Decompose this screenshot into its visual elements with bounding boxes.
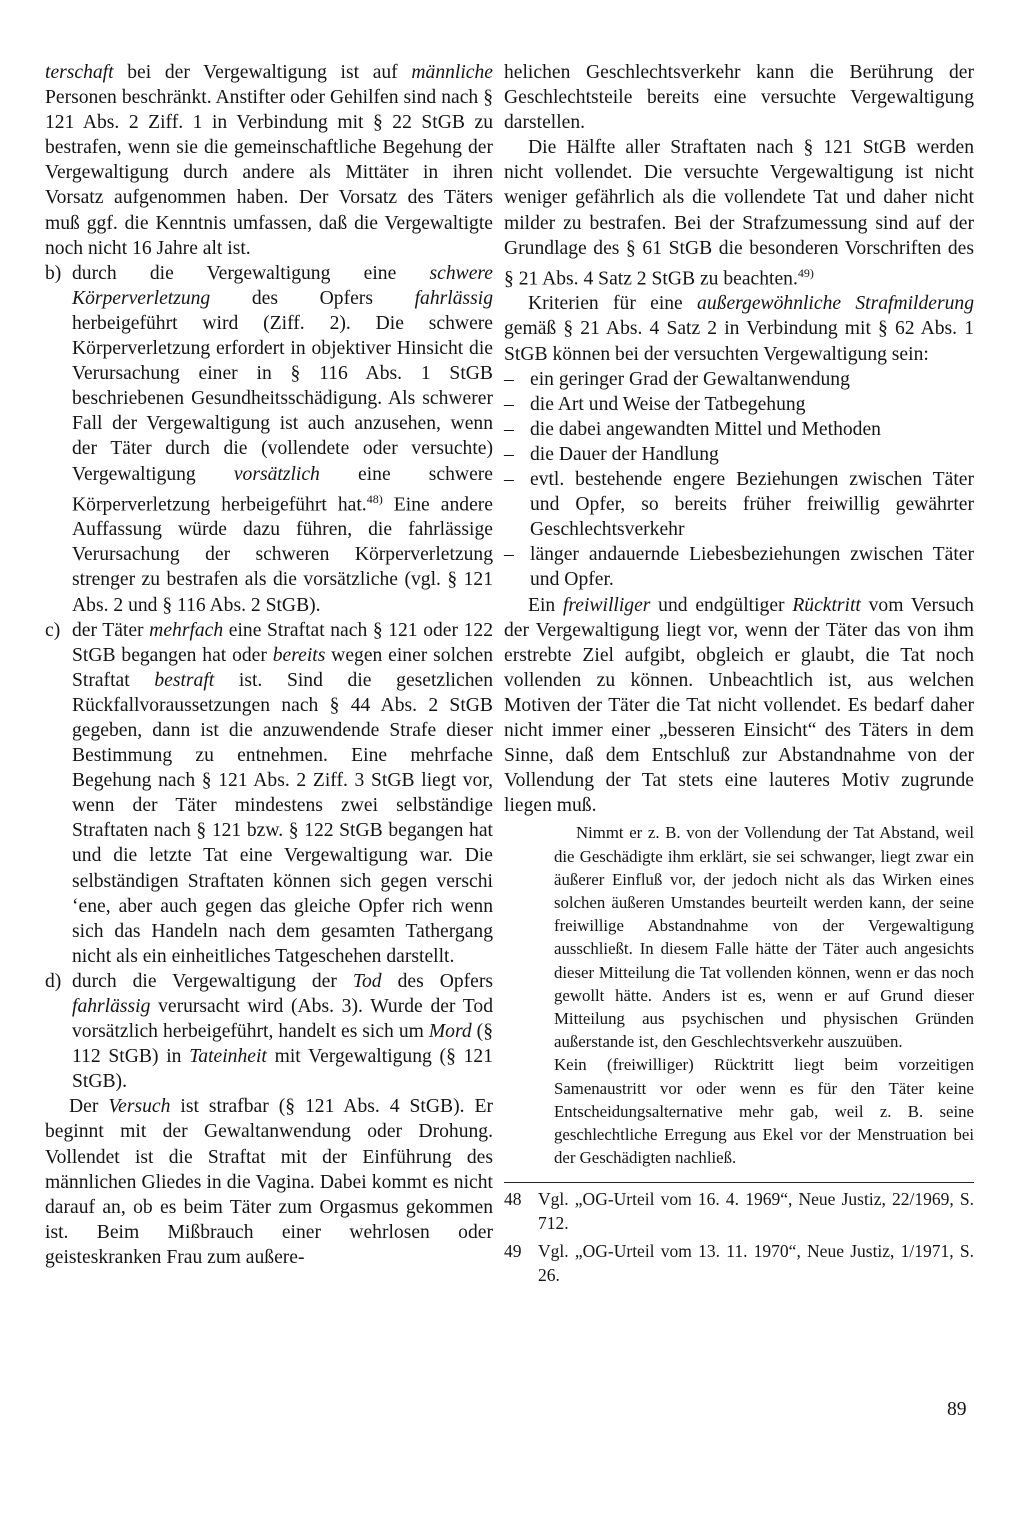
list-item-c bbox=[45, 618, 493, 969]
list-item: – die dabei angewandten Mittel und Methoden bbox=[504, 418, 881, 440]
list-item-text: der Täter mehrfach eine Straftat nach § 121 oder 122 StGB begangen hat oder bereits wegen einer solchen Straftat bestraft ist. Sind die gesetzlichen Rückfallvoraussetzungen nach § 44 Abs. 2 StGB gegeben, dann ist die anzuwendende Strafe dieser Bestimmung zu entnehmen. Eine mehrfache Begehung nach § 121 Abs. 2 Ziff. 3 StGB liegt vor, wenn der Täter mindestens zwei selbständige Straftaten nach § 121 bzw. § 122 StGB begangen hat und die letzte Tat eine Vergewaltigung war. Die selbständigen Straftaten können sich gegen verschi ‘ene, aber auch gegen das gleiche Opfer rich wenn sich das Handeln nach dem gesamten Tathergang nicht als ein einheitliches Tatgeschehen darstellt. bbox=[72, 619, 493, 967]
list-item: – die Dauer der Handlung bbox=[504, 443, 719, 465]
list-item-text: durch die Vergewaltigung eine schwere Körperverletzung des Opfers fahrlässig herbeigeführt wird (Ziff. 2). Die schwere Körperverletzung erfordert in objektiver Hinsicht die Verursachung einer in § 116 Abs. 1 StGB beschriebenen Gesundheitsschädigung. Als schwerer Fall der Vergewaltigung ist auch anzusehen, wenn der Täter durch die (vollendete oder versuchte) Vergewaltigung vorsätzlich eine schwere Körperverletzung herbeigeführt hat.$^{48)}$ Eine andere Auffassung würde dazu führen, die fahrlässige Verursachung der schweren Körperverletzung strenger zu bestrafen als die vorsätzliche (vgl. § 121 Abs. 2 und § 116 Abs. 2 StGB). bbox=[72, 262, 493, 616]
footnote-49: 49 Vgl. „OG-Urteil vom 13. 11. 1970“, Neue Justiz, 1/1971, S. 26. bbox=[504, 1241, 974, 1286]
paragraph-continuation: helichen Geschlechtsverkehr kann die Berührung der Geschlechtsteile bereits eine versuchte Vergewaltigung darstellen. bbox=[504, 62, 974, 134]
list-item-text: durch die Vergewaltigung der Tod des Opfers fahrlässig verursacht wird (Abs. 3). Wurde der Tod vorsätzlich herbeigeführt, handelt es sich um Mord (§ 112 StGB) in Tateinheit mit Vergewaltigung (§ 121 StGB). bbox=[72, 970, 494, 1093]
footnote-ref-48: 48) bbox=[366, 491, 383, 506]
paragraph-kriterien: Kriterien für eine außergewöhnliche Strafmilderung gemäß § 21 Abs. 4 Satz 2 in Verbindung mit § 62 Abs. 1 StGB können bei der versuchten Vergewaltigung sein: bbox=[504, 293, 974, 365]
criteria-list bbox=[504, 367, 974, 593]
footnote-divider bbox=[504, 1182, 974, 1183]
footnote-48: 48 Vgl. „OG-Urteil vom 16. 4. 1969“, Neue Justiz, 22/1969, S. 712. bbox=[504, 1189, 974, 1234]
left-column bbox=[45, 60, 493, 1270]
list-label: c) bbox=[45, 619, 61, 641]
page-number: 89 bbox=[947, 1399, 967, 1420]
list-item-d bbox=[45, 969, 493, 1094]
paragraph-versuch: Der Versuch ist strafbar (§ 121 Abs. 4 StGB). Er beginnt mit der Gewaltanwendung oder Drohung. Vollendet ist die Straftat mit der Einführung des männlichen Gliedes in die Vagina. Dabei kommt es nicht darauf an, ob es beim Täter zum Orgasmus gekommen ist. Beim Mißbrauch einer wehrlosen oder geisteskranken Frau zum außere- bbox=[45, 1096, 493, 1268]
list-label: b) bbox=[45, 262, 62, 284]
list-label: d) bbox=[45, 970, 62, 992]
footnote-ref-49: 49) bbox=[797, 265, 814, 280]
example-paragraph: Nimmt er z. B. von der Vollendung der Tat Abstand, weil die Geschädigte ihm erklärt, sie sei schwanger, liegt zwar ein äußerer Einfluß vor, der jedoch nicht als das Wirken eines solchen äußeren Umstandes beurteilt werden kann, der seine freiwillige Abstandnahme von der Vergewaltigung ausschließt. In diesem Falle hätte der Täter auch angesichts dieser Mitteilung die Tat vollenden können, wenn er das noch gewollt hätte. Anders ist es, wenn er auf Grund dieser Mitteilung aus psychischen und physischen Gründen außerstande ist, den Geschlechtsverkehr auszuüben. bbox=[554, 823, 974, 1052]
paragraph-continuation: terschaft bei der Vergewaltigung ist auf männliche Personen beschränkt. Anstifter oder Gehilfen sind nach § 121 Abs. 2 Ziff. 1 in Verbindung mit § 22 StGB zu bestrafen, wenn sie die gemeinschaftliche Begehung der Vergewaltigung durch andere als Mittäter in ihren Vorsatz aufgenommen haben. Der Vorsatz des Täters muß ggf. die Kenntnis umfassen, daß die Vergewaltigte noch nicht 16 Jahre alt ist. bbox=[45, 62, 493, 259]
list-item: – evtl. bestehende engere Beziehungen zwischen Täter und Opfer, so bereits früher freiwillig gewährter Geschlechtsverkehr bbox=[504, 469, 974, 541]
paragraph-haelfte: Die Hälfte aller Straftaten nach § 121 StGB werden nicht vollendet. Die versuchte Vergewaltigung ist nicht weniger gefährlich als die vollendete Tat und daher nicht milder zu bestrafen. Bei der Strafzumessung sind auf der Grundlage des § 61 StGB die besonderen Vorschriften des § 21 Abs. 4 Satz 2 StGB zu beachten.$^{49)}$ bbox=[504, 137, 974, 290]
example-block bbox=[504, 821, 974, 1169]
list-item: – die Art und Weise der Tatbegehung bbox=[504, 393, 806, 415]
right-column bbox=[504, 60, 974, 1287]
example-paragraph: Kein (freiwilliger) Rücktritt liegt beim vorzeitigen Samenaustritt vor oder wenn es für den Täter keine Entscheidungsalternative mehr gab, weil z. B. seine geschlechtliche Erregung aus Ekel vor der Menstruation bei der Geschädigten nachließ. bbox=[554, 1055, 974, 1168]
paragraph-ruecktritt: Ein freiwilliger und endgültiger Rücktritt vom Versuch der Vergewaltigung liegt vor, wenn der Täter das von ihm erstrebte Ziel aufgibt, obgleich er glaubt, die Tat noch vollenden zu können. Unbeachtlich ist, aus welchen Motiven der Täter die Tat nicht vollendet. Es bedarf daher nicht immer einer „besseren Einsicht“ des Täters in dem Sinne, daß dem Entschluß zur Abstandnahme von der Vollendung der Tat stets eine lauteres Motiv zugrunde liegen muß. bbox=[504, 594, 974, 817]
list-item: – länger andauernde Liebesbeziehungen zwischen Täter und Opfer. bbox=[504, 544, 974, 591]
list-item-b bbox=[45, 261, 493, 618]
list-item: – ein geringer Grad der Gewaltanwendung bbox=[504, 368, 850, 390]
